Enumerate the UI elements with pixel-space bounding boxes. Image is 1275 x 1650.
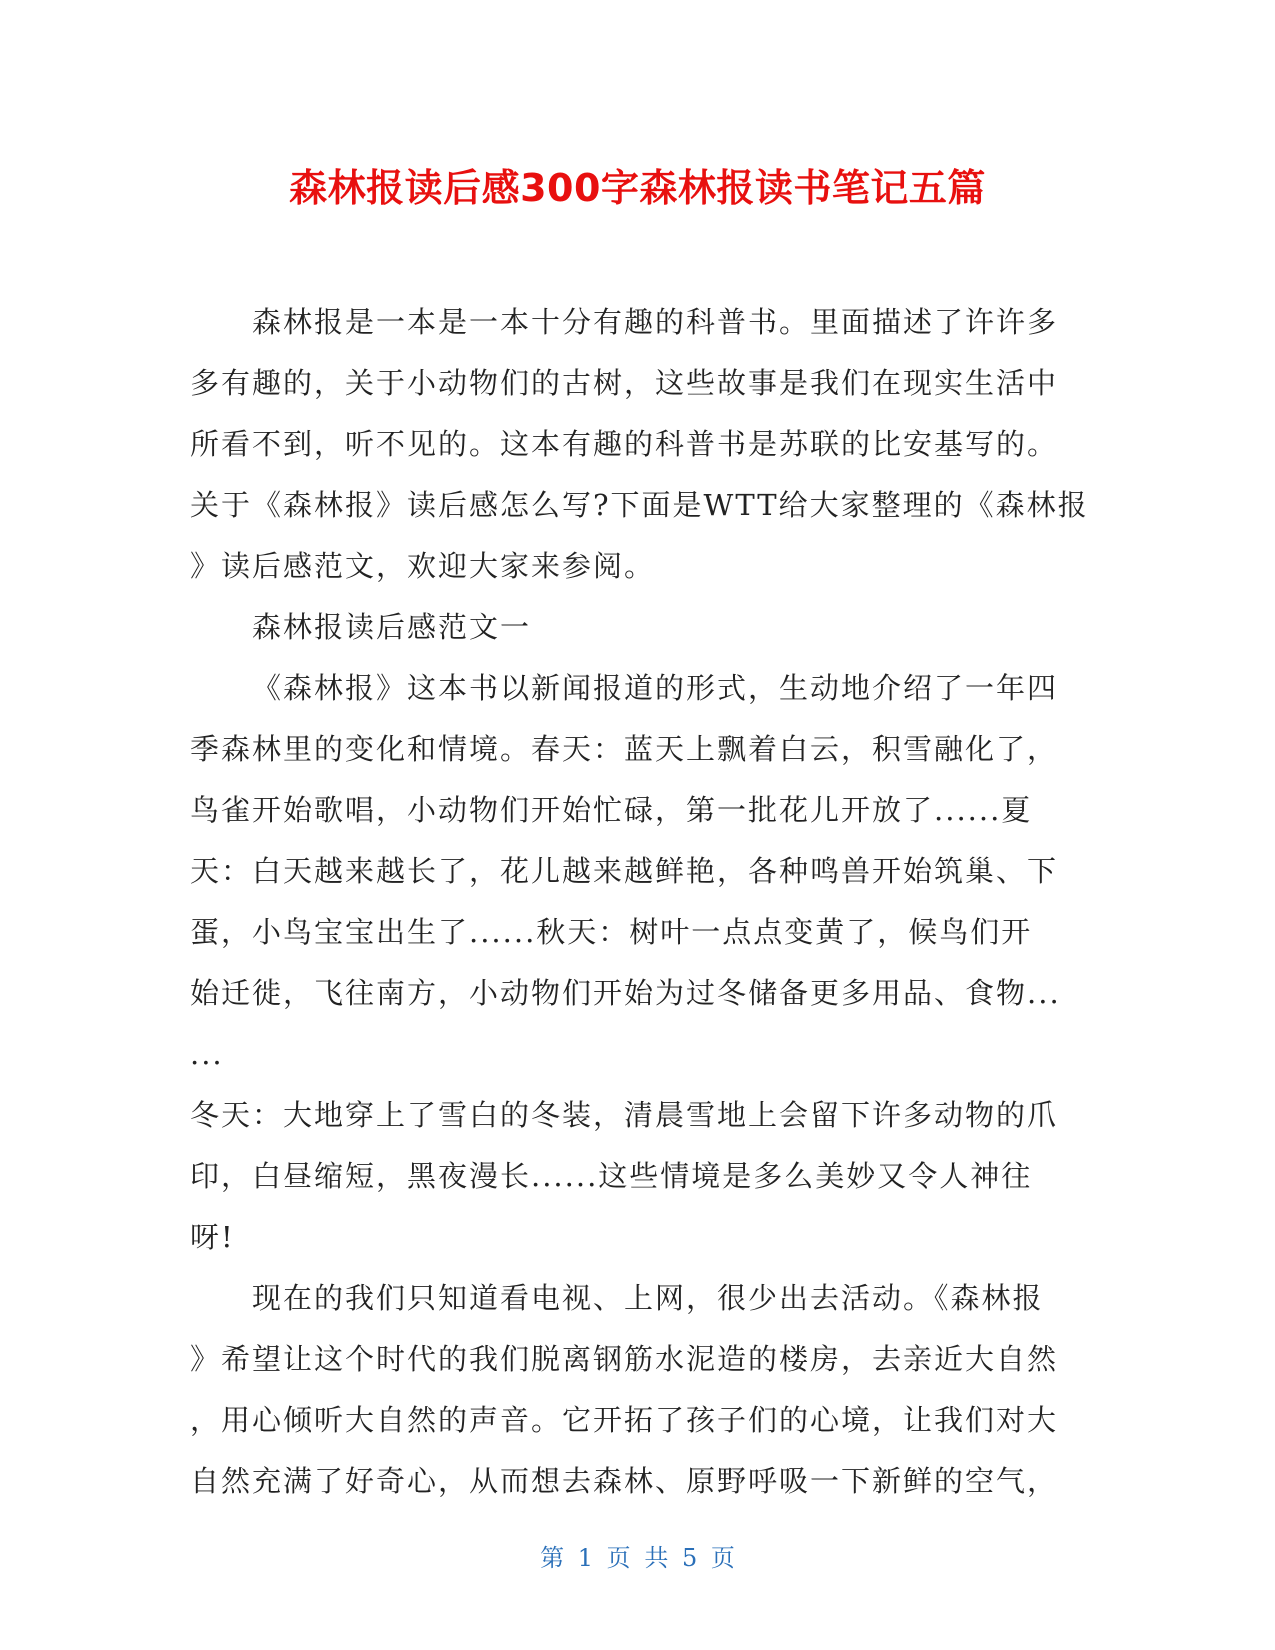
text-line: 印，白昼缩短，黑夜漫长......这些情境是多么美妙又令人神往 [190, 1159, 1033, 1193]
text-line: 》读后感范文，欢迎大家来参阅。 [190, 549, 656, 583]
text-line: 鸟雀开始歌唱，小动物们开始忙碌，第一批花儿开放了......夏 [190, 793, 1033, 827]
text-line: 多有趣的，关于小动物们的古树，这些故事是我们在现实生活中 [190, 366, 1059, 400]
text-line: 现在的我们只知道看电视、上网，很少出去活动。《森林报 [252, 1281, 1044, 1315]
text-line: 》希望让这个时代的我们脱离钢筋水泥造的楼房，去亲近大自然 [190, 1342, 1059, 1376]
document-title: 森林报读后感300字森林报读书笔记五篇 [289, 166, 986, 210]
text-line: 呀! [190, 1220, 235, 1254]
text-line: 季森林里的变化和情境。春天：蓝天上飘着白云，积雪融化了， [190, 732, 1059, 766]
footer-page-number: 1 [577, 1544, 594, 1572]
text-line: ... [190, 1037, 224, 1071]
text-line: 冬天：大地穿上了雪白的冬装，清晨雪地上会留下许多动物的爪 [190, 1098, 1059, 1132]
text-line: ，用心倾听大自然的声音。它开拓了孩子们的心境，让我们对大 [190, 1403, 1059, 1437]
footer-gong: 共 [644, 1544, 669, 1572]
text-line: 天：白天越来越长了，花儿越来越鲜艳，各种鸣兽开始筑巢、下 [190, 854, 1059, 888]
text-line: 自然充满了好奇心，从而想去森林、原野呼吸一下新鲜的空气， [190, 1464, 1059, 1498]
text-line: 森林报是一本是一本十分有趣的科普书。里面描述了许许多 [252, 305, 1059, 339]
document-body [190, 292, 1089, 1512]
text-line: 所看不到，听不见的。这本有趣的科普书是苏联的比安基写的。 [190, 427, 1059, 461]
page-footer [0, 1543, 1275, 1573]
text-line: 关于《森林报》读后感怎么写?下面是WTT给大家整理的《森林报 [190, 488, 1089, 522]
footer-ye-end: 页 [710, 1544, 735, 1572]
footer-di: 第 [540, 1544, 565, 1572]
footer-total-pages: 5 [681, 1544, 698, 1572]
text-line: 蛋，小鸟宝宝出生了......秋天：树叶一点点变黄了，候鸟们开 [190, 915, 1033, 949]
text-line: 《森林报》这本书以新闻报道的形式，生动地介绍了一年四 [252, 671, 1059, 705]
footer-ye: 页 [606, 1544, 631, 1572]
text-line: 森林报读后感范文一 [252, 610, 532, 644]
text-line: 始迁徙，飞往南方，小动物们开始为过冬储备更多用品、食物... [190, 976, 1061, 1010]
